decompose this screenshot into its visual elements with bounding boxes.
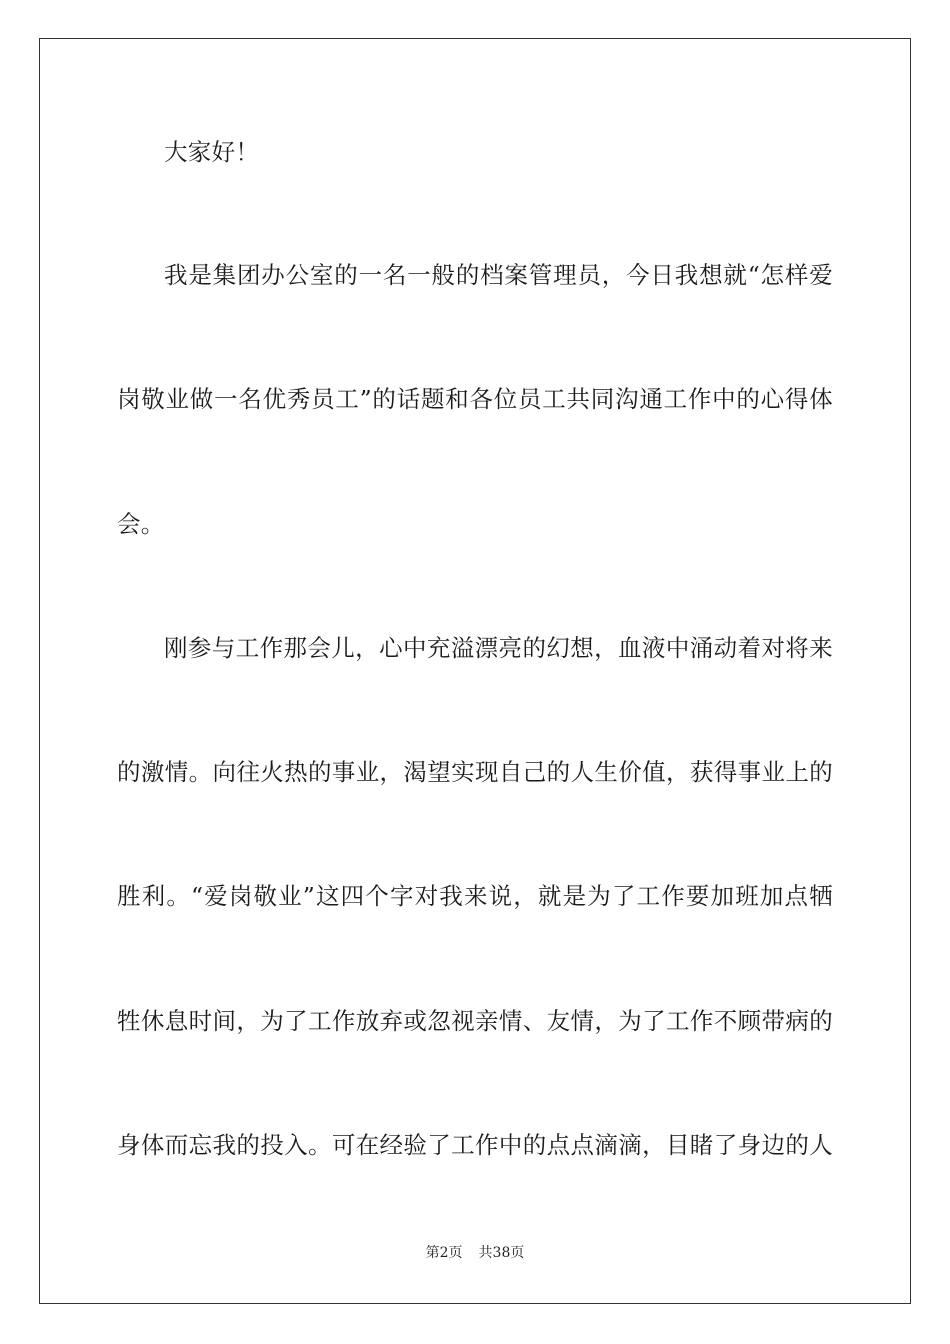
page-footer: [0, 1244, 950, 1262]
paragraph-2-line-3: 胜利。“爱岗敬业”这四个字对我来说，就是为了工作要加班加点牺: [117, 882, 833, 910]
paragraph-1-line-2: 岗敬业做一名优秀员工”的话题和各位员工共同沟通工作中的心得体: [117, 385, 833, 413]
paragraph-2-line-4: 牲休息时间，为了工作放弃或忽视亲情、友情，为了工作不顾带病的: [117, 1007, 833, 1035]
paragraph-1-line-3: 会。: [117, 510, 165, 538]
paragraph-2-line-2: 的激情。向往火热的事业，渴望实现自己的人生价值，获得事业上的: [117, 758, 833, 786]
page-number: 第2页: [425, 1245, 463, 1261]
page-total: 共38页: [478, 1245, 525, 1261]
page-border: [39, 38, 911, 1304]
paragraph-2-line-1: 刚参与工作那会儿，心中充溢漂亮的幻想，血液中涌动着对将来: [164, 634, 833, 662]
paragraph-2-line-5: 身体而忘我的投入。可在经验了工作中的点点滴滴，目睹了身边的人: [117, 1131, 833, 1159]
greeting-text: 大家好！: [164, 138, 260, 166]
paragraph-1-line-1: 我是集团办公室的一名一般的档案管理员，今日我想就“怎样爱: [164, 261, 833, 289]
